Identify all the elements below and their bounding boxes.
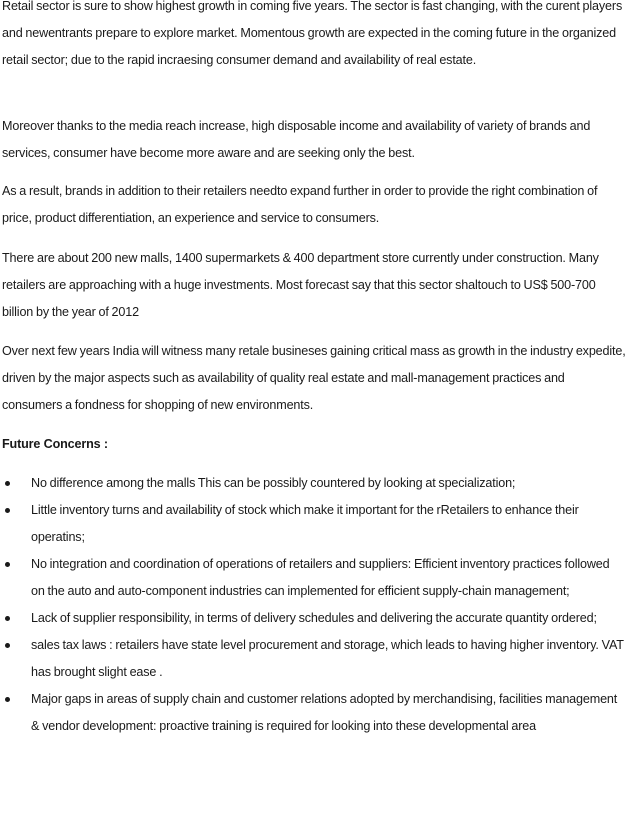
paragraph-malls-construction: There are about 200 new malls, 1400 supermarkets & 400 department store currently under construction. Many retailers are approaching with a huge investments. Most forecast say that this sector shaltouch to US$ 500-700 billion by the year of 2012 [2, 251, 599, 319]
future-concerns-heading: Future Concerns : [2, 437, 108, 451]
bullet-icon [5, 508, 10, 513]
list-item [0, 605, 630, 632]
bullet-icon [5, 562, 10, 567]
paragraph-india-outlook: Over next few years India will witness many retale busineses gaining critical mass as growth in the industry expedite, driven by the major aspects such as availability of quality real estate and mall-management practices and consumers a fondness for shopping of new environments. [2, 344, 626, 412]
list-item [0, 497, 630, 551]
paragraph-brand-expansion: As a result, brands in addition to their retailers needto expand further in order to provide the right combination of price, product differentiation, an experience and service to consumers. [2, 184, 598, 225]
list-item-text: Major gaps in areas of supply chain and customer relations adopted by merchandising, facilities management & vendor development: proactive training is required for looking into these developmental area [31, 692, 618, 733]
bullet-icon [5, 616, 10, 621]
list-item-text: No integration and coordination of operations of retailers and suppliers: Efficient inventory practices followed on the auto and auto-component industries can implemented for efficient supply-chain management; [31, 557, 610, 598]
bullet-icon [5, 697, 10, 702]
paragraph-consumer-awareness: Moreover thanks to the media reach increase, high disposable income and availability of variety of brands and services, consumer have become more aware and are seeking only the best. [2, 119, 591, 160]
bullet-icon [5, 643, 10, 648]
list-item-text: No difference among the malls This can be possibly countered by looking at specialization; [31, 476, 516, 490]
list-item [0, 686, 630, 740]
list-item [0, 632, 630, 686]
list-item-text: Little inventory turns and availability of stock which make it important for the rRetailers to enhance their operatins; [31, 503, 579, 544]
list-item [0, 470, 630, 497]
paragraph-retail-growth: Retail sector is sure to show highest growth in coming five years. The sector is fast changing, with the curent players and newentrants prepare to explore market. Momentous growth are expected in the coming future in the organized retail sector; due to the rapid incraesing consumer demand and availability of real estate. [2, 0, 623, 67]
list-item [0, 551, 630, 605]
bullet-icon [5, 481, 10, 486]
future-concerns-list [0, 470, 630, 740]
list-item-text: sales tax laws : retailers have state level procurement and storage, which leads to having higher inventory. VAT has brought slight ease . [31, 638, 624, 679]
list-item-text: Lack of supplier responsibility, in terms of delivery schedules and delivering the accurate quantity ordered; [31, 611, 597, 625]
